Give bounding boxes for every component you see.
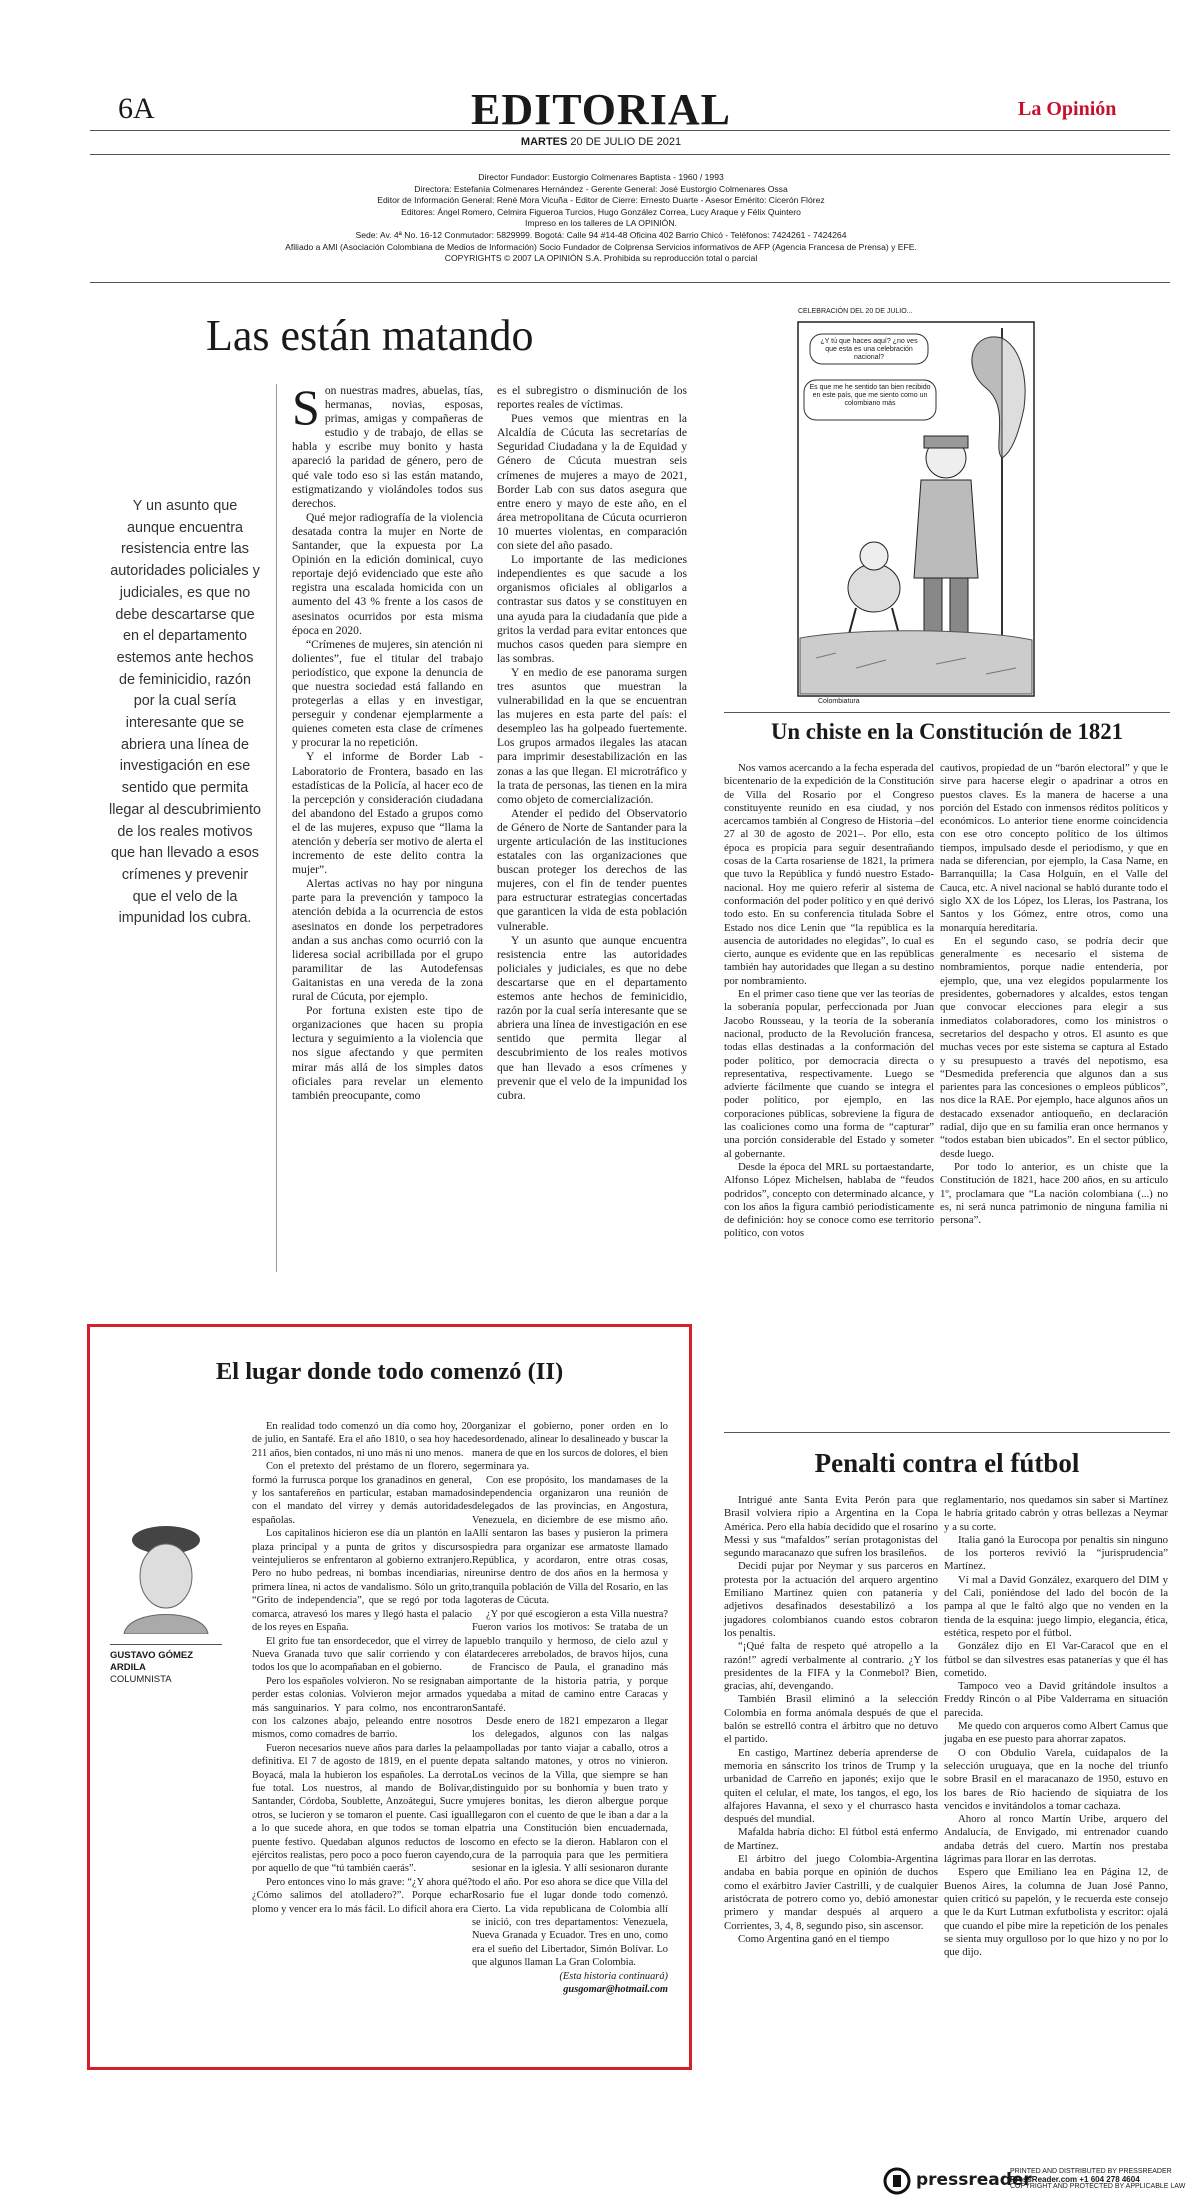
lugar-paragraph: Con ese propósito, los mandamases de la independencia organizaron una reunión de delegados de las provincias, en Angostura, Venezuela, en diciembre de ese mismo año. Allí sentaron las bases y pusieron la primera piedra para organizar ese armatoste llamado República, y acordaron, entre otras cosas, reunirse dentro de dos años en la hermosa y tranquila población de Villa del Rosario, en las goteras de Cúcuta.: [472, 1474, 668, 1607]
pressreader-wordmark: pressreader: [916, 2170, 1032, 2190]
lugar-column-2: [472, 1420, 668, 1996]
lugar-paragraph: Fueron necesarios nueve años para darles la pela definitiva. El 7 de agosto de 1819, en el puente de Boyacá, mala la hubieron los españoles. La derrota fue total. Los nuestros, al mando de Bolívar, Santander, Córdoba, Soublette, Anzoátegui, Sucre y otros, se lucieron y se tomaron el puente. Casi igual a lo que sucede ahora, en que todos se toman el puente festivo. Quedaban algunos reductos de los ejércitos realistas, pero poco a poco fueron cayendo, por aquello de que “tú también caerás”.: [252, 1742, 472, 1875]
penalti-paragraph: Intrigué ante Santa Evita Perón para que Brasil volviera ripio a Argentina en la Copa América. Pero ella había decidido que el rosarino Messi y sus “mafaldos” serían protagonistas del segundo maracanazo que sufren los brasileños.: [724, 1494, 938, 1560]
penalti-paragraph: Tampoco veo a David gritándole insultos a Freddy Rincón o al Pibe Valderrama en situación parecida.: [944, 1680, 1168, 1719]
author-photo: [114, 1516, 218, 1634]
editorial-paragraph: on nuestras madres, abuelas, tías, hermanas, novias, esposas, primas, amigas y compañeras de estudio y de trabajo, de ellas se habla y escribe muy bonito y hasta apareció la paridad de género, pero de qué vale todo eso si las están matando, estigmatizando y violándoles todos sus derechos.: [292, 384, 483, 510]
chiste-paragraph: En el segundo caso, se podría decir que generalmente es necesario el sistema de nombramientos, porque nadie entendería, por ejemplo, que, una vez elegidos popularmente los presidentes, gobernadores y alcaldes, estos tengan que convocar elecciones para elegir a sus inmediatos colaboradores, como los ministros o secretarios del despacho y otros. El asunto es que muchas veces por este sistema se captura al Estado y su presupuesto a través del nepotismo, esa “Desmedida preferencia que algunos dan a sus parientes para las concesiones o empleos públicos”, nos dice la RAE. Por ejemplo, hace algunos años un destacado exsenador antioqueño, en declaración radial, dijo que en su familia eran once hermanos y “todos estaban bien ubicados”. En el sector público, desde luego.: [940, 934, 1168, 1160]
chiste-column-2: [940, 762, 1168, 1227]
penalti-paragraph: Italia ganó la Eurocopa por penaltis sin ninguno de los porteros revivió la “jurisprudencia” Martínez.: [944, 1533, 1168, 1573]
section-title: EDITORIAL: [470, 85, 732, 134]
penalti-paragraph: Mafalda habría dicho: El fútbol está enfermo de Martínez.: [724, 1826, 938, 1852]
article-divider: [724, 712, 1170, 713]
penalti-column-2: [944, 1494, 1168, 1959]
editorial-paragraph: es el subregistro o disminución de los reportes reales de víctimas.: [497, 384, 687, 412]
date-divider: [90, 154, 1170, 155]
editorial-paragraph: Y un asunto que aunque encuentra resistencia entre las autoridades policiales y judiciales, es que no debe descartarse que en el departamento estemos ante hechos de feminicidio, razón por la cual sería interesante que se abriera una línea de investigación en ese sentido que permita llegar al descubrimiento de los reales motivos que han llevado a esos crímenes y prevenir que el velo de la impunidad los cubra.: [497, 933, 687, 1102]
cartoon-speech-bubble: ¿Y tú que haces aquí? ¿no ves que esta es una celebración nacional?: [820, 338, 918, 361]
editorial-column-2: [497, 384, 687, 1103]
cartoon-caption: CELEBRACIÓN DEL 20 DE JULIO...: [798, 308, 913, 315]
editorial-pull-quote: Y un asunto que aunque encuentra resistencia entre las autoridades policiales y judiciales, es que no debe descartarse que en el departamento estemos ante hechos de feminicidio, razón por la cual sería interesante que se abriera una línea de investigación en ese sentido que permita llegar al descubrimiento de los reales motivos que han llevado a esos crímenes y prevenir que el velo de la impunidad los cubra.: [109, 498, 261, 927]
author-photo-image: [114, 1516, 218, 1634]
penalti-paragraph: También Brasil eliminó a la selección Colombia en forma anómala después de que el balón se estrelló contra el árbitro que no detuvo el partido.: [724, 1693, 938, 1746]
editorial-paragraph: Y en medio de ese panorama surgen tres asuntos que muestran la vulnerabilidad en la que se encuentran las mujeres en esta parte del país: el desempleo las ha golpeado fuertemente. Los grupos armados ilegales las atacan para imprimir desestabilización en las zonas a las que llegan. El microtráfico y la trata de personas, las tienen en la mira como objeto de comercialización.: [497, 665, 687, 806]
lugar-paragraph: Pero los españoles volvieron. No se resignaban a perder estas colonias. Volvieron mejor armados y más sanguinarios. Y para colmo, nos encontraron con los calzones abajo, peleando entre nosotros mismos, como comadres de barrio.: [252, 1675, 472, 1741]
staff-line: Afiliado a AMI (Asociación Colombiana de Medios de Información) Socio Fundador de Colprensa Servicios informativos de AFP (Agencia Francesa de Prensa) y EFE.: [285, 241, 917, 252]
penalti-paragraph: “¡Qué falta de respeto qué atropello a la razón!” agredí verbalmente al contrario. ¿Y los presidentes de la FIFA y la Conmebol? Bien, gracias, ahí, devengando.: [724, 1640, 938, 1693]
pressreader-icon: [882, 2166, 912, 2196]
editorial-paragraph: Y el informe de Border Lab - Laboratorio de Frontera, basado en las estadísticas de la Policía, al hacer eco de la percepción y consideración ciudadana del abandono del Estado a grupos como el de las mujeres, expuso que “llama la atención y debería ser motivo de alerta el incremento de este delito contra la mujer”.: [292, 750, 483, 877]
editorial-paragraph: Alertas activas no hay por ninguna parte para la prevención y tampoco la atención debida a la ocurrencia de estos asesinatos en donde los perpetradores andan a sus anchas como ocurrió con la lideresa social acribillada por el grupo paramilitar de las Autodefensas Gaitanistas en una vereda de la zona rural de Cúcuta, por ejemplo.: [292, 877, 483, 1004]
penalti-headline: Penalti contra el fútbol: [814, 1448, 1080, 1478]
lugar-paragraph: Pero entonces vino lo más grave: “¿Y ahora qué? ¿Cómo salimos del atolladero?”. Porque echar plomo y vencer era lo más fácil. Lo difícil ahora era: [252, 1876, 472, 1915]
lugar-paragraph: El grito fue tan ensordecedor, que el virrey de la Nueva Granada tuvo que salir corriendo y con él todos los que lo acompañaban en el gobierno.: [252, 1635, 472, 1674]
penalti-column-1: [724, 1494, 938, 1946]
author-name-line: GUSTAVO GÓMEZ: [110, 1650, 194, 1661]
lugar-paragraph: Con el pretexto del préstamo de un florero, se formó la furrusca porque los granadinos en general, y los santafereños en particular, estaban mamados con el mandato del virrey y demás autoridades españolas.: [252, 1461, 472, 1526]
editorial-paragraph: Pues vemos que mientras en la Alcaldía de Cúcuta las secretarías de Seguridad Ciudadana y la de Equidad y Género de Cúcuta muestran seis crímenes de mujeres a mayo de 2021, Border Lab con sus datos asegura que entre enero y mayo de este año, en el área metropolitana de Cúcuta ocurrieron 10 muertes violentas, en comparación con siete del año pasado.: [497, 412, 687, 553]
penalti-paragraph: O con Obdulio Varela, cuidapalos de la selección uruguaya, que en la noche del triunfo sobre Brasil en el maracanazo de 1950, estuvo en los bares de Río haciendo de siquiatra de los vencidos e invitándolos a tomar cachaza.: [944, 1746, 1168, 1812]
penalti-paragraph: El árbitro del juego Colombia-Argentina andaba en babia porque en opinión de duchos como el exárbitro Javier Castrilli, y de cualquier aristócrata de potrero como yo, debió amonestar primero y mandar después al arquero a Corrientes, 3, 4, 8, segundo piso, sin ascensor.: [724, 1853, 938, 1932]
staff-line: Director Fundador: Eustorgio Colmenares Baptista - 1960 / 1993: [478, 172, 724, 182]
masthead-divider: [90, 130, 1170, 131]
chiste-paragraph: Nos vamos acercando a la fecha esperada del bicentenario de la expedición de la Constitución de Villa del Rosario por el Congreso constituyente reunido en esa ciudad, y nos acercamos también al Congreso de Historia –del 27 al 30 de agosto de 2021–. Por ello, esta época es propicia para seguir desentrañando cosas de la Carta rosariense de 1821, la primera que tuvo la República y fundó nuestro Estado-nacional. Hoy me quiero referir al sistema de conformación del poder político y en qué derivó todo esto. En su conferencia titulada Sobre el Estado nos dice Lenin que “la república es la ausencia de autoridades no elegidas”, lo cual es cierto, aunque es evidente que en las repúblicas también hay autoridades que llegan a su destino por nombramiento.: [724, 762, 934, 987]
penalti-paragraph: Decidí pujar por Neymar y sus parceros en protesta por la actuación del arquero argentino Emiliano Martínez quien con patanería y adjetivos desafinados desestabilizó a los jugadores colombianos cuando estos cobraron los penaltis.: [724, 1560, 938, 1639]
issue-date: [0, 136, 1202, 148]
penalti-paragraph: Ví mal a David González, exarquero del DIM y del Cali, poniéndose del lado del bocón de la pampa al que le faltó algo que no venden en la tienda de la esquina: juego limpio, elegancia, ética, estética, respeto por el fútbol.: [944, 1573, 1168, 1639]
pressreader-line: PressReader.com +1 604 278 4604: [1010, 2174, 1140, 2184]
author-name: [110, 1650, 193, 1674]
chiste-paragraph: cautivos, propiedad de un “barón electoral” y que le sirve para hacerse elegir o apadrinar a otros en puestos claves. Es la manera de hacerse a una porción del Estado con inmensos réditos políticos y económicos. Lo anterior tiene enorme coincidencia con ese otro concepto político de los últimos tiempos, impulsado desde el periodismo, y que en nada se diferencian, por ejemplo, la Casa Name, en Barranquilla; la Casa Holguín, en el Valle del Cauca, etc. A nivel nacional se habló durante todo el siglo XX de los López, los Lleras, los Pastrana, los Santos y los Gómez, entre otros, como una monarquía hereditaria.: [940, 762, 1168, 934]
editorial-paragraph: “Crímenes de mujeres, sin atención ni dolientes”, fue el titular del trabajo periodístico, que expone la denuncia de que nuestra sociedad está fallando en protegerlas a ellas y en investigar, perseguir y condenar ejemplarmente a quienes cometen esta clase de crímenes y procurar la no repetición.: [292, 637, 483, 750]
staff-line: Editor de Información General: René Mora Vicuña - Editor de Cierre: Ernesto Duarte - Asesor Emérito: Cicerón Flórez: [377, 195, 825, 206]
newspaper-logo[interactable]: La Opinión: [1018, 98, 1117, 120]
to-be-continued: (Esta historia continuará): [559, 1970, 668, 1982]
byline-rule: [110, 1644, 222, 1645]
staff-divider: [90, 282, 1170, 283]
author-name-line: ARDILA: [110, 1662, 146, 1673]
cartoon-speech-bubble: Es que me he sentido tan bien recibido en este país, que me siento como un colombiano más: [809, 384, 931, 407]
article-divider: [724, 1432, 1170, 1433]
pressreader-credits: [1010, 2168, 1185, 2191]
chiste-column-1: [724, 762, 934, 1241]
issue-date-day: MARTES: [520, 136, 568, 148]
chiste-headline: Un chiste en la Constitución de 1821: [770, 719, 1124, 744]
penalti-paragraph: Ahoro al ronco Martín Uribe, arquero del Andalucía, de Envigado, mi entrenador cuando andaba detrás del cuero. Martín nos prestaba lágrimas para llorar en las derrotas.: [944, 1813, 1168, 1866]
editorial-paragraph: Lo importante de las mediciones independientes es que sacude a los organismos oficiales al obligarlos a contrastar sus datos y se constituyen en una ayuda para la ciudadanía que pide a gritos la verdad para evitar entonces que muchos casos queden para siempre en las sombras.: [497, 553, 687, 665]
lugar-paragraph: ¿Y por qué escogieron a esta Villa nuestra? Fueron varios los motivos: Se trataba de un pueblo tranquilo y hermoso, de cielo azul y atardeceres arrebolados, de bravos hijos, cuna de Francisco de Paula, el granadino más importante de la historia patria, y porque quedaba a mitad de camino entre Caracas y Santafé.: [472, 1608, 668, 1714]
editorial-paragraph: Por fortuna existen este tipo de organizaciones que hacen su propia lectura y seguimiento a la violencia que nos sigue afectando y que permiten mirar más allá de los simples datos oficiales para revelar un elemento también preocupante, como: [292, 1004, 483, 1102]
chiste-paragraph: Desde la época del MRL su portaestandarte, Alfonso López Michelsen, hablaba de “feudos podridos”, concepto con determinado alcance, y con los años la figura cambió periodísticamente de definición: hoy se conoce como ese territorio político, con votos: [724, 1160, 934, 1240]
pressreader-line: PRINTED AND DISTRIBUTED BY PRESSREADER: [1010, 2168, 1172, 2175]
penalti-paragraph: Me quedo con arqueros como Albert Camus que jugaba en ese puesto para ahorrar zapatos.: [944, 1720, 1168, 1746]
staff-box: [160, 172, 1042, 265]
lugar-paragraph: organizar el gobierno, poner orden en lo desordenado, alinear lo desalineado y buscar la manera de que en los surcos de dolores, el bien germinara ya.: [472, 1421, 668, 1473]
lugar-paragraph: Los capitalinos hicieron ese día un plantón en la plaza principal y a punta de gritos y discursos veintejulieros se enfrentaron al gobierno extranjero. Pero no hubo pedreas, ni bombas incendiarias, ni primera línea, ni actos de vandalismo. Sólo un grito, “Grito de independencia”, que se regó por toda la comarca, atravesó los mares y llegó hasta el palacio de los reyes en España.: [252, 1528, 472, 1634]
staff-line: COPYRIGHTS © 2007 LA OPINIÓN S.A. Prohibida su reproducción total o parcial: [444, 253, 758, 264]
penalti-paragraph: En castigo, Martínez debería aprenderse de memoria en sánscrito los trinos de Trump y la urbanidad de Carreño en japonés; exijo que le quiten el celular, el mate, los tangos, el ego, los alfajores Havanna, el sexo y el churrasco hasta después del mundial.: [724, 1746, 938, 1826]
lugar-column-1: [252, 1420, 472, 1916]
staff-line: Sede: Av. 4ª No. 16-12 Conmutador: 5829999. Bogotá: Calle 94 #14-48 Oficina 402 Barrio Chicó - Teléfonos: 7424261 - 7424264: [355, 229, 847, 240]
chiste-paragraph: En el primer caso tiene que ver las teorías de la soberanía popular, perfeccionada por Juan Jacobo Rousseau, y la teoría de la soberanía nacional, producto de la Revolución francesa, todas ellas destinadas a la conformación del poder político, por democracia directa o representativa, respectivamente. Luego se advierte fácilmente que cuando se integra el poder político, por ejemplo, en las corporaciones públicas, sobreviene la figura de las coaliciones como una forma de “capturar” una porción considerable del Estado y someter al gobernante.: [724, 988, 934, 1160]
page-number: 6A: [118, 92, 155, 125]
penalti-paragraph: Espero que Emiliano lea en Página 12, de Buenos Aires, la columna de Juan José Panno, quien criticó su papelón, y le recuerda este consejo que le da Kurt Lutman exfutbolista y escritor: ojalá que cuando el pibe mire la repetición de los penales se sienta muy orgulloso por lo que hizo y no por lo que dijo.: [944, 1866, 1168, 1959]
staff-line: Impreso en los talleres de LA OPINIÓN.: [525, 218, 677, 229]
editorial-paragraph: Atender el pedido del Observatorio de Género de Norte de Santander para la urgente articulación de las instituciones estatales con las organizaciones que buscan proteger los derechos de las mujeres, con el fin de tender puentes para estructurar estrategias concertadas que garanticen la vida de esta población vulnerable.: [497, 806, 687, 933]
lugar-headline: El lugar donde todo comenzó (II): [215, 1358, 564, 1385]
editorial-paragraph: Qué mejor radiografía de la violencia desatada contra la mujer en Norte de Santander, que la expuesta por La Opinión en la edición dominical, cuyo reportaje dejó evidenciado que este año registra una escalada homicida con un aumento del 43 % frente a los casos de asesinatos ocurridos por esta misma época en 2020.: [292, 510, 483, 637]
chiste-paragraph: Por todo lo anterior, es un chiste que la Constitución de 1821, hace 200 años, en su artículo 1º, proclamara que “La nación colombiana (...) no es, ni será nunca patrimonio de ninguna familia ni persona”.: [940, 1160, 1168, 1227]
penalti-paragraph: Como Argentina ganó en el tiempo: [738, 1932, 890, 1945]
penalti-paragraph: reglamentario, nos quedamos sin saber si Martínez le habría gritado cabrón y otras bellezas a Neymar y a su corte.: [944, 1494, 1168, 1533]
penalti-paragraph: González dijo en El Var-Caracol que en el fútbol se dan silvestres esas patanerías y que él has cometido.: [944, 1640, 1168, 1679]
editorial-cartoon: [796, 308, 1036, 712]
issue-date-rest: 20 DE JULIO DE 2021: [570, 136, 682, 148]
editorial-column-1: [292, 379, 483, 1103]
editorial-headline: Las están matando: [206, 311, 534, 360]
cartoon-drawing: [796, 308, 1036, 712]
author-role: COLUMNISTA: [110, 1674, 172, 1685]
drop-cap: S: [292, 379, 320, 435]
column-rule: [276, 384, 277, 1272]
lugar-paragraph: Desde enero de 1821 empezaron a llegar los delegados, algunos con las nalgas ampolladas por tanto viajar a caballo, otros a pata saltando matones, y otros no vinieron. Los vecinos de la Villa, que siempre se han distinguido por su bonhomía y buen trato y mujeres bonitas, les dieron albergue porque llegaron con el cuento de que le iban a dar a la patria una Constitución bien encuadernada, como en efecto se la dieron. Hablaron con el cura de la parroquia para que les permitiera sesionar en la iglesia. Y allí sesionaron durante todo el año. Por eso ahora se dice que Villa del Rosario fue el lugar donde todo comenzó. Cierto. La vida republicana de Colombia allí se inició, con tres departamentos: Venezuela, Nueva Granada y Ecuador. Tres en uno, como era el sueño del Libertador, Simón Bolívar. Lo que algunos llaman La Gran Colombia.: [472, 1715, 668, 1969]
author-email[interactable]: gusgomar@hotmail.com: [563, 1984, 668, 1996]
pressreader-line: COPYRIGHT AND PROTECTED BY APPLICABLE LAW: [1010, 2183, 1186, 2191]
lugar-paragraph: En realidad todo comenzó un día como hoy, 20 de julio, en Santafé. Era el año 1810, o sea hoy hace 211 años, bien contados, ni uno más ni uno menos.: [252, 1421, 472, 1459]
staff-line: Directora: Estefanía Colmenares Hernández - Gerente General: José Eustorgio Colmenares Ossa: [414, 183, 788, 194]
staff-line: Editores: Ángel Romero, Celmira Figueroa Turcios, Hugo González Correa, Lucy Araque y Félix Quintero: [401, 206, 801, 217]
cartoon-signature: Colombiatura: [818, 698, 860, 705]
